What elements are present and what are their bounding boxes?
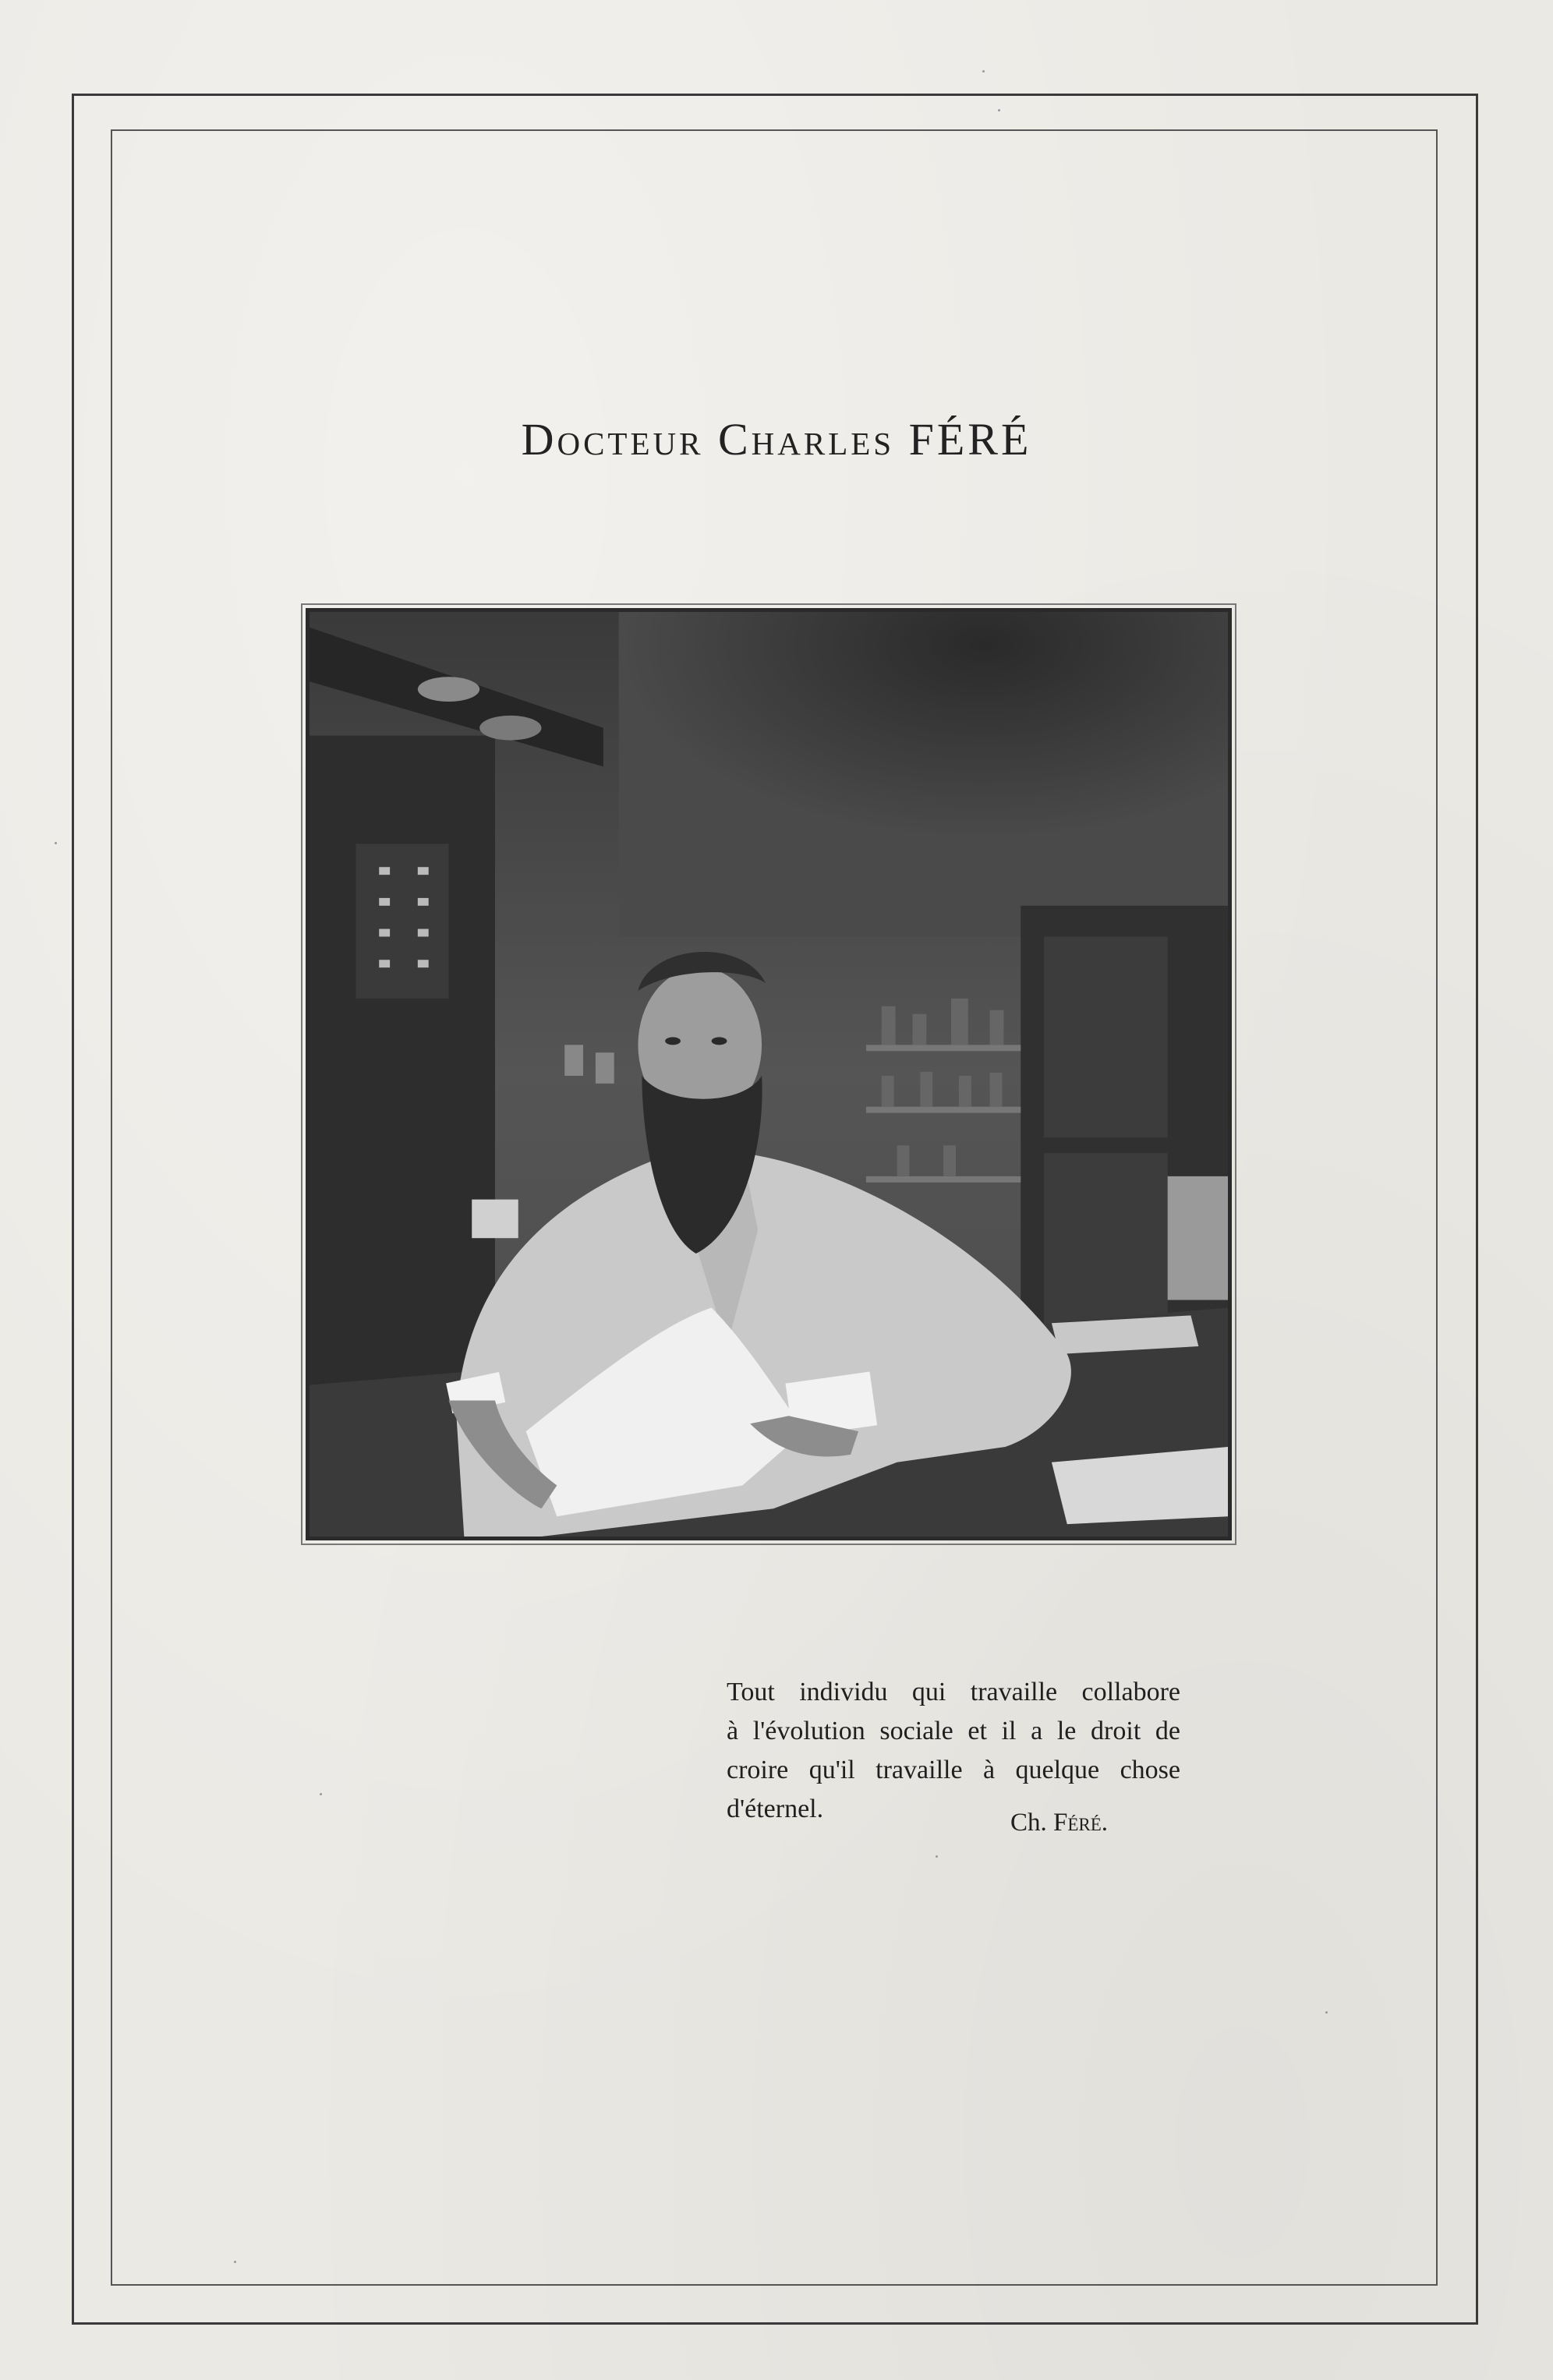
quote-signature (1010, 1809, 1108, 1837)
signature-surname: Féré. (1053, 1809, 1109, 1837)
quote-line: d'éternel. (727, 1795, 824, 1823)
epigraph-quote (727, 1673, 1180, 1829)
page-title: Docteur Charles FÉRÉ (521, 414, 1032, 465)
portrait-image (310, 612, 1228, 1537)
portrait-photograph (306, 608, 1232, 1540)
quote-line: croire qu'il travaille à quelque chose (727, 1756, 1180, 1784)
quote-line: Tout individu qui travaille collabore (727, 1678, 1180, 1706)
quote-line: à l'évolution sociale et il a le droit de (727, 1717, 1180, 1745)
signature-initials: Ch. (1010, 1809, 1047, 1837)
